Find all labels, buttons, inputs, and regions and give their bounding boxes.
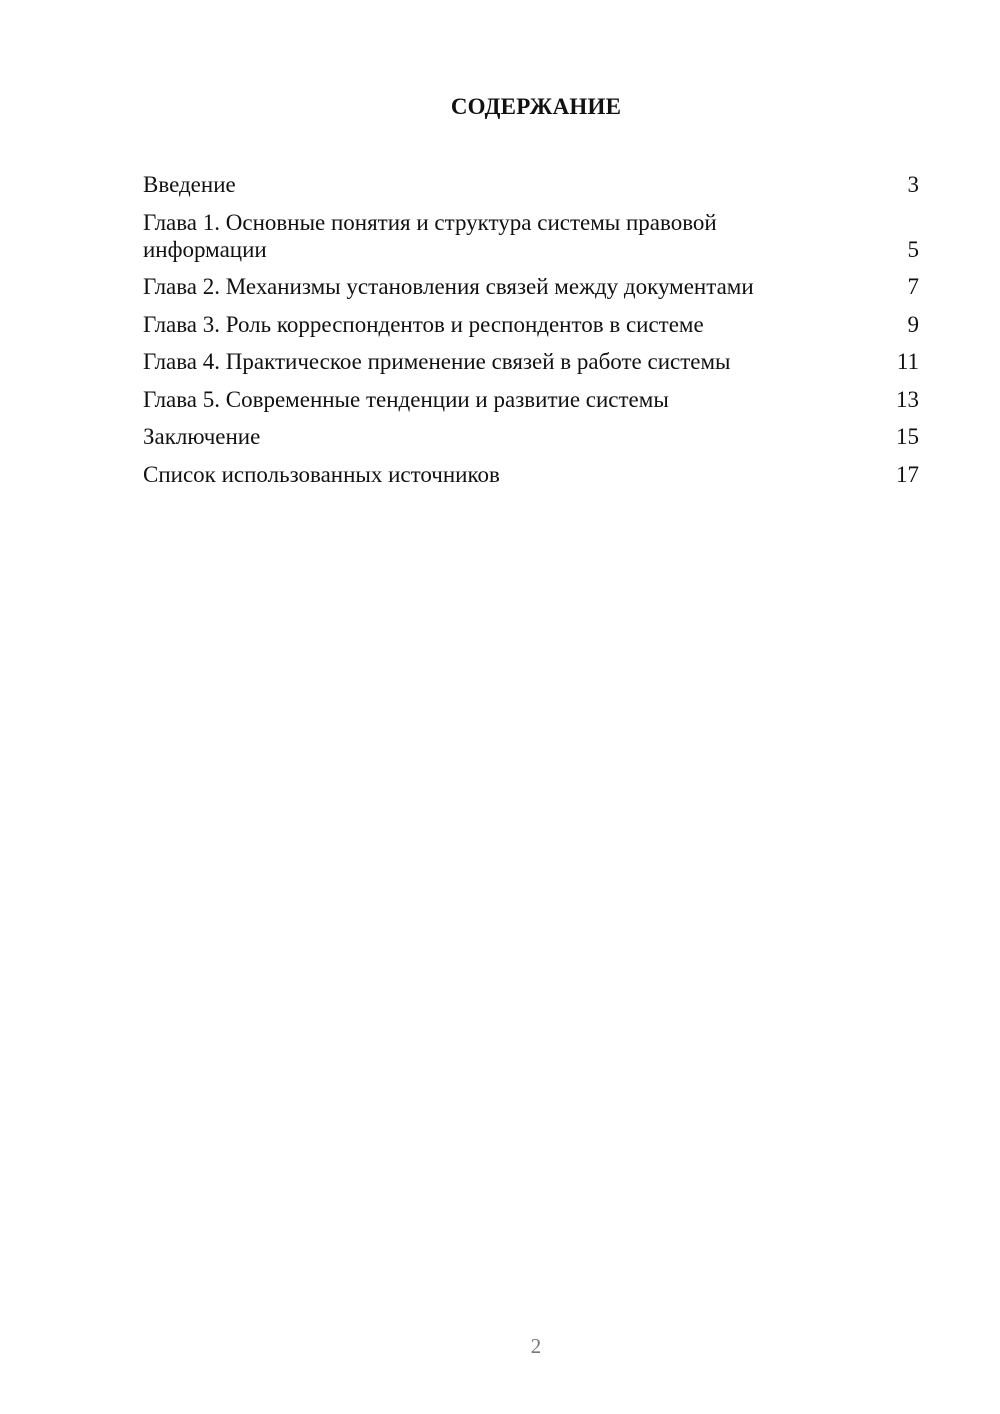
toc-entry-text: Глава 3. Роль корреспондентов и респондентов в системе: [143, 311, 704, 337]
toc-entry-text: Введение: [143, 172, 236, 197]
toc-entry-page: 9: [907, 311, 919, 337]
toc-entry-text: Глава 4. Практическое применение связей в работе системы: [143, 349, 731, 374]
page-number: 2: [530, 1334, 542, 1358]
table-of-contents: [143, 171, 919, 498]
toc-entry-page: 11: [896, 349, 919, 374]
toc-entry-introduction[interactable]: [143, 171, 919, 198]
toc-entry-text: Список использованных источников: [143, 461, 500, 487]
toc-entry-page: 7: [907, 274, 919, 299]
toc-entry-chapter-5[interactable]: [143, 386, 919, 413]
toc-entry-page: 17: [896, 461, 919, 487]
toc-entry-conclusion[interactable]: [143, 423, 919, 450]
toc-entry-chapter-4[interactable]: [143, 348, 919, 375]
toc-entry-chapter-3[interactable]: [143, 311, 919, 338]
toc-entry-page: 13: [896, 386, 919, 412]
toc-entry-references[interactable]: [143, 461, 919, 488]
page-title: СОДЕРЖАНИЕ: [450, 94, 622, 119]
toc-entry-page: 15: [896, 424, 919, 449]
toc-entry-chapter-1[interactable]: [143, 209, 919, 263]
toc-entry-page: 5: [907, 236, 919, 262]
toc-entry-text: Заключение: [143, 424, 261, 449]
toc-entry-chapter-2[interactable]: [143, 273, 919, 300]
toc-entry-text: Глава 5. Современные тенденции и развитие системы: [143, 386, 669, 412]
toc-entry-text: Глава 1. Основные понятия и структура системы правовой информации: [143, 209, 717, 262]
toc-entry-page: 3: [907, 172, 919, 197]
toc-entry-text: Глава 2. Механизмы установления связей между документами: [143, 274, 754, 299]
